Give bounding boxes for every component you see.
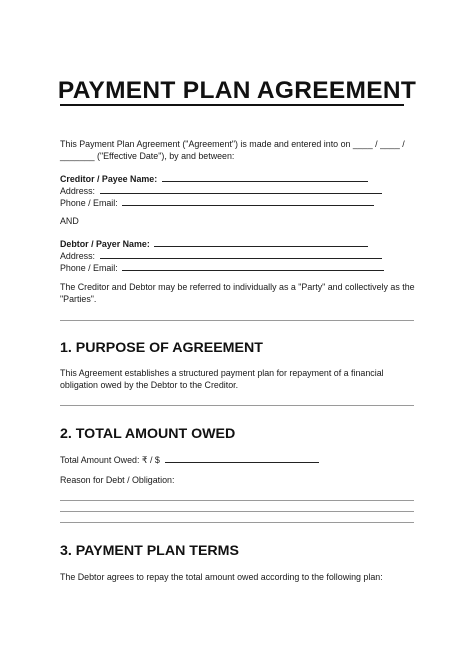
debtor-address-field[interactable] xyxy=(100,249,382,259)
total-amount-label: Total Amount Owed: ₹ / $ xyxy=(60,455,160,465)
creditor-phone-label: Phone / Email: xyxy=(60,198,118,208)
title-underline xyxy=(60,104,404,106)
intro-line-2: _______ ("Effective Date"), by and between: xyxy=(60,151,235,161)
debt-reason-line[interactable] xyxy=(60,500,414,501)
document-title: PAYMENT PLAN AGREEMENT xyxy=(57,77,417,104)
creditor-name-label: Creditor / Payee Name: xyxy=(60,174,158,184)
debt-reason-label: Reason for Debt / Obligation: xyxy=(60,475,175,485)
creditor-phone-row xyxy=(60,196,374,209)
total-amount-field[interactable] xyxy=(165,453,319,463)
intro-line-1: This Payment Plan Agreement ("Agreement") is made and entered into on ____ / ____ / xyxy=(60,139,405,149)
creditor-name-field[interactable] xyxy=(162,172,368,182)
and-separator: AND xyxy=(60,216,79,226)
debtor-phone-row xyxy=(60,261,384,274)
debtor-address-label: Address: xyxy=(60,251,96,261)
debt-reason-line[interactable] xyxy=(60,511,414,512)
creditor-address-field[interactable] xyxy=(100,184,382,194)
divider xyxy=(60,320,414,321)
parties-line-1: The Creditor and Debtor may be referred to individually as a "Party" and collectively as the xyxy=(60,282,415,292)
debt-reason-line[interactable] xyxy=(60,522,414,523)
debtor-phone-field[interactable] xyxy=(122,261,384,271)
creditor-address-label: Address: xyxy=(60,186,96,196)
parties-line-2: "Parties". xyxy=(60,294,97,304)
debtor-name-field[interactable] xyxy=(154,237,368,247)
section-3-heading: 3. PAYMENT PLAN TERMS xyxy=(60,543,239,559)
section-1-heading: 1. PURPOSE OF AGREEMENT xyxy=(60,340,263,356)
divider xyxy=(60,405,414,406)
total-amount-row xyxy=(60,453,319,466)
section-1-line-2: obligation owed by the Debtor to the Creditor. xyxy=(60,380,239,390)
section-1-line-1: This Agreement establishes a structured payment plan for repayment of a financial xyxy=(60,368,384,378)
section-3-line-1: The Debtor agrees to repay the total amount owed according to the following plan: xyxy=(60,572,383,582)
creditor-phone-field[interactable] xyxy=(122,196,374,206)
debtor-phone-label: Phone / Email: xyxy=(60,263,118,273)
section-2-heading: 2. TOTAL AMOUNT OWED xyxy=(60,426,236,442)
debtor-name-label: Debtor / Payer Name: xyxy=(60,239,150,249)
